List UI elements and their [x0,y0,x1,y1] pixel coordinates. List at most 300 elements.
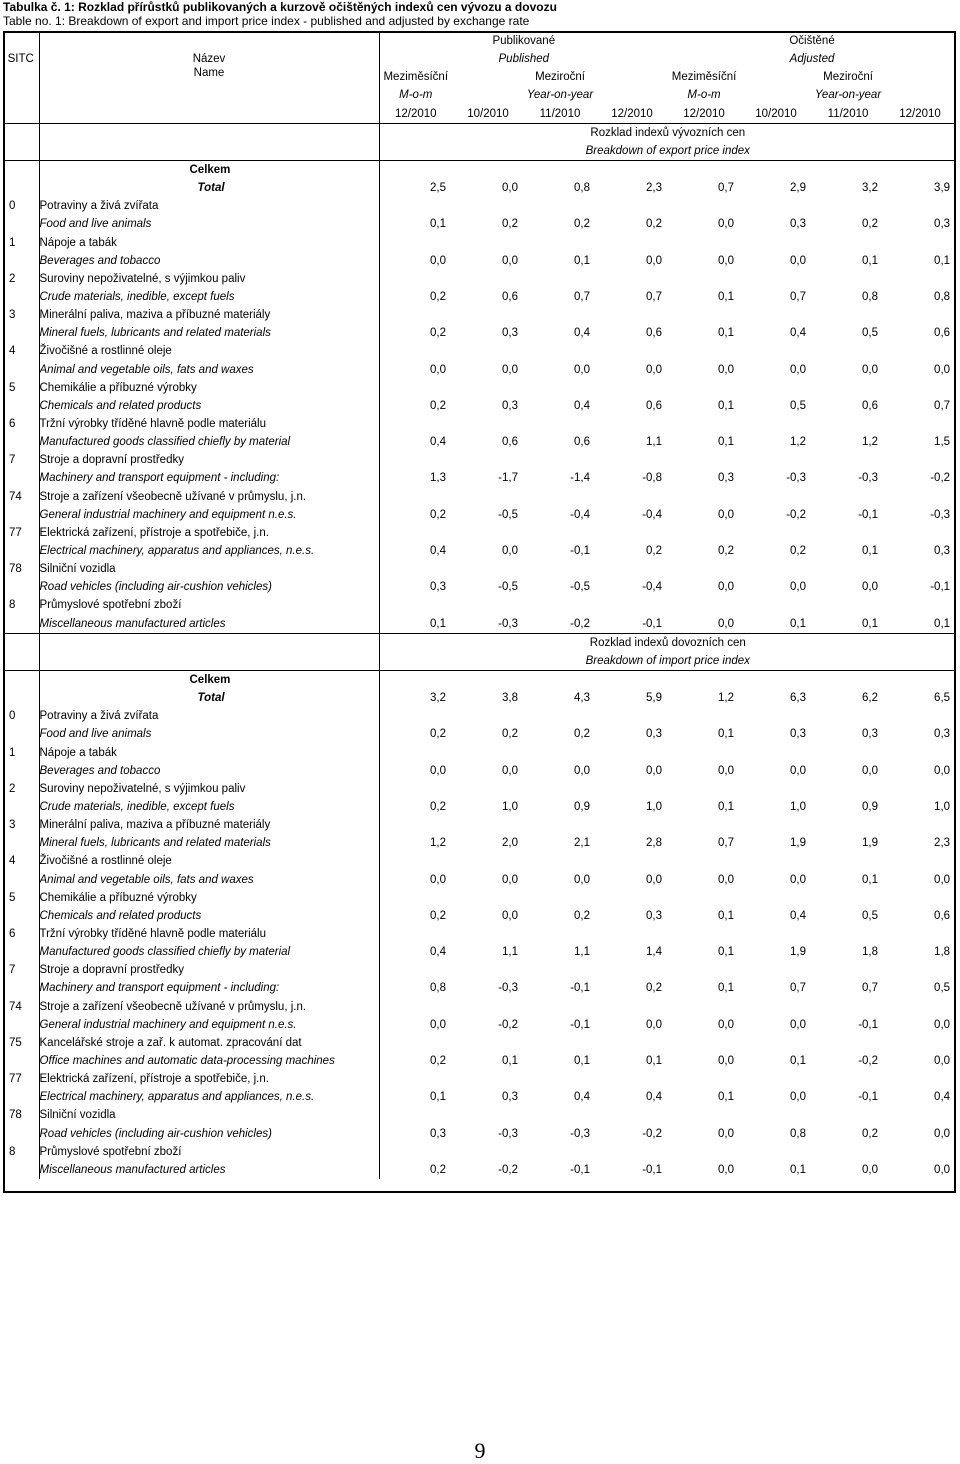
import-row-value: 0,0 [934,1163,951,1176]
import-row-value: 1,0 [790,800,807,813]
import-row-value: 0,1 [790,1054,807,1067]
export-row-name-cz: Silniční vozidla [39,560,379,578]
import-row-value: 0,2 [430,1163,446,1176]
published-cz-header: Publikované [492,35,556,48]
import-row-code: 77 [3,1070,39,1088]
import-row-value: 0,5 [862,909,879,922]
import-row-value: 0,0 [790,764,807,777]
import-row-code: 5 [3,889,39,907]
export-row-code: 8 [3,596,39,614]
export-row-value: 0,7 [574,291,590,304]
mom-en-header-pub: M-o-m [399,89,433,102]
export-row-value: 0,1 [934,617,951,630]
table-title-en: Table no. 1: Breakdown of export and import price index - published and adjusted by exchange rate [3,14,530,28]
export-row-value: 0,1 [718,327,735,340]
import-row-value: 0,0 [718,764,735,777]
export-row-value: 0,2 [790,545,807,557]
import-row-value: 0,0 [718,1054,735,1067]
export-row-value: 0,0 [646,254,663,267]
import-row-code: 3 [3,816,39,834]
import-row-value: 0,0 [502,764,518,777]
import-row-value: -0,1 [858,1018,879,1031]
import-row-value: -0,2 [498,1163,518,1176]
export-total-value: 3,2 [862,182,879,195]
import-row-code: 6 [3,925,39,943]
import-row-value: 0,0 [574,764,590,777]
export-row-value: 0,3 [430,581,446,594]
import-row-name-cz: Silniční vozidla [39,1106,379,1124]
export-row-value: 0,0 [790,363,807,376]
export-row-value: -1,4 [570,472,590,485]
import-row-name-cz: Tržní výrobky tříděné hlavně podle materiálu [39,925,379,943]
import-row-name-cz: Minerální paliva, maziva a příbuzné materiály [39,816,379,834]
import-row-value: 1,9 [790,946,807,959]
import-row-value: 0,6 [934,909,951,922]
export-row-code: 7 [3,451,39,469]
sitc-header-cell [3,32,39,50]
period-header-cell: 11/2010 [524,105,596,124]
import-row-value: 0,1 [790,1163,807,1176]
import-row-code: 0 [3,707,39,725]
period-header-cell: 12/2010 [596,105,668,124]
export-row-value: 0,2 [430,508,446,521]
import-row-name-en: Machinery and transport equipment - including: [39,979,379,997]
export-row-value: 0,1 [430,617,446,630]
import-row-value: 0,8 [430,982,446,995]
export-row-name-cz: Chemikálie a příbuzné výrobky [39,379,379,397]
export-row-value: 0,7 [790,291,807,304]
import-row-value: 0,1 [574,1054,590,1067]
import-row-value: 0,0 [430,873,446,886]
import-row-value: 0,4 [574,1091,590,1104]
export-row-value: 0,1 [718,399,735,412]
export-row-name-en: Miscellaneous manufactured articles [39,615,379,634]
import-row-value: 0,0 [790,873,807,886]
yoy-cz-header-adj: Meziroční [823,71,873,84]
export-row-value: -0,1 [642,617,663,630]
export-row-value: 1,2 [862,436,879,449]
export-row-name-en: Animal and vegetable oils, fats and waxes [39,361,379,379]
import-row-value: 0,0 [934,1018,951,1031]
export-row-value: 0,0 [502,363,518,376]
import-row-value: 1,0 [502,800,518,813]
export-row-value: 0,2 [862,218,879,231]
export-row-name-cz: Suroviny nepoživatelné, s výjimkou paliv [39,270,379,288]
import-row-value: 0,0 [934,873,951,886]
export-row-value: -1,7 [498,472,518,485]
export-row-value: 0,0 [790,581,807,594]
export-row-value: 0,6 [934,327,951,340]
export-row-value: 0,0 [718,218,735,231]
import-row-code: 74 [3,997,39,1015]
period-header-cell: 11/2010 [812,105,884,124]
import-row-value: -0,2 [498,1018,518,1031]
import-row-value: 0,3 [502,1091,518,1104]
export-row-value: 0,0 [646,363,663,376]
import-row-value: 0,0 [646,764,663,777]
export-row-value: 0,0 [862,363,879,376]
yoy-en-header-pub: Year-on-year [526,89,594,102]
import-row-value: 0,1 [718,1091,735,1104]
export-row-value: 0,0 [718,254,735,267]
export-row-code: 78 [3,560,39,578]
export-row-name-en: Crude materials, inedible, except fuels [39,288,379,306]
export-row-value: 0,2 [718,545,735,557]
import-row-value: -0,2 [642,1127,663,1140]
import-row-value: -0,1 [858,1091,879,1104]
import-row-value: 0,0 [862,764,879,777]
export-row-value: 0,0 [790,254,807,267]
import-row-name-en: Animal and vegetable oils, fats and waxes [39,870,379,888]
export-row-name-en: General industrial machinery and equipment n.e.s. [39,506,379,524]
export-row-name-cz: Minerální paliva, maziva a příbuzné materiály [39,306,379,324]
import-row-value: 0,2 [646,982,663,995]
import-row-value: 0,1 [718,909,735,922]
import-row-value: -0,2 [858,1054,879,1067]
import-heading-cz: Rozklad indexů dovozních cen [379,633,956,652]
import-row-value: 0,0 [790,1091,807,1104]
export-row-value: 0,2 [502,218,518,231]
price-index-table [3,32,956,1179]
import-total-en: Total [39,689,379,707]
import-total-value: 3,8 [502,692,518,705]
import-row-value: 0,3 [790,728,807,741]
export-row-value: 0,2 [430,291,446,304]
import-row-value: 0,2 [502,728,518,741]
import-heading-en: Breakdown of import price index [379,652,956,671]
export-row-value: 0,4 [430,436,446,449]
export-row-name-en: Beverages and tobacco [39,252,379,270]
import-row-value: -0,3 [570,1127,590,1140]
import-row-name-en: Crude materials, inedible, except fuels [39,798,379,816]
import-row-value: 0,0 [646,1018,663,1031]
import-row-value: 0,1 [430,1091,446,1104]
export-row-value: 0,3 [502,399,518,412]
export-row-value: 0,0 [430,254,446,267]
import-row-value: -0,3 [498,982,518,995]
period-header-cell: 12/2010 [668,105,740,124]
export-row-value: 0,0 [574,363,590,376]
import-row-value: 1,1 [502,946,518,959]
period-header-cell: 12/2010 [379,105,452,124]
export-total-value: 0,7 [718,182,735,195]
export-row-value: -0,4 [642,508,663,521]
export-row-name-cz: Tržní výrobky tříděné hlavně podle materiálu [39,415,379,433]
table-body [3,32,956,1179]
import-row-name-cz: Kancelářské stroje a zař. k automat. zpracování dat [39,1034,379,1052]
export-row-value: 0,1 [574,254,590,267]
import-total-value: 4,3 [574,692,590,705]
import-row-value: 0,1 [718,728,735,741]
export-row-value: 0,4 [790,327,807,340]
export-row-value: 0,0 [718,581,735,594]
export-row-value: 0,7 [646,291,663,304]
yoy-cz-header-pub: Meziroční [535,71,585,84]
export-row-value: 0,0 [718,508,735,521]
export-row-value: 0,1 [934,254,951,267]
export-row-code: 5 [3,379,39,397]
import-row-value: 0,5 [934,982,951,995]
import-row-code: 8 [3,1143,39,1161]
import-row-value: 0,1 [718,982,735,995]
import-row-value: 0,0 [502,909,518,922]
import-row-value: 0,0 [718,1127,735,1140]
export-row-code: 4 [3,342,39,360]
import-row-value: 0,3 [430,1127,446,1140]
export-row-name-en: Manufactured goods classified chiefly by material [39,433,379,451]
import-row-name-cz: Stroje a dopravní prostředky [39,961,379,979]
import-row-value: 1,9 [862,837,879,850]
import-row-value: 0,0 [790,1018,807,1031]
export-total-value: 2,9 [790,182,807,195]
import-row-value: 0,9 [574,800,590,813]
export-row-value: 0,2 [430,399,446,412]
export-total-en: Total [39,179,379,197]
export-row-value: 0,1 [790,617,807,630]
import-row-value: 0,1 [718,800,735,813]
import-row-value: 0,0 [430,1018,446,1031]
export-row-value: 0,6 [646,327,663,340]
import-row-name-en: Mineral fuels, lubricants and related materials [39,834,379,852]
export-row-value: 0,4 [574,399,590,412]
export-row-value: -0,5 [498,508,518,521]
import-row-value: 0,0 [718,1018,735,1031]
import-row-name-cz: Suroviny nepoživatelné, s výjimkou paliv [39,780,379,798]
import-row-value: 0,7 [862,982,879,995]
period-header-cell: 10/2010 [740,105,812,124]
import-row-value: 0,8 [790,1127,807,1140]
import-row-value: 0,4 [646,1091,663,1104]
import-row-code: 78 [3,1106,39,1124]
import-row-value: 0,0 [430,764,446,777]
import-row-value: 0,4 [934,1091,951,1104]
import-row-value: 0,2 [430,728,446,741]
export-row-value: 0,1 [862,254,879,267]
import-row-value: -0,1 [570,1163,590,1176]
adjusted-cz-header: Očištěné [789,35,835,48]
export-row-value: 0,8 [862,291,879,304]
export-row-name-cz: Stroje a zařízení všeobecně užívané v průmyslu, j.n. [39,488,379,506]
import-row-value: 2,1 [574,837,590,850]
export-row-value: 0,5 [790,399,807,412]
export-row-value: 0,1 [862,617,879,630]
export-row-value: 1,5 [934,436,951,449]
import-row-name-en: Miscellaneous manufactured articles [39,1161,379,1179]
export-row-value: 0,2 [646,218,663,231]
period-header-cell: 10/2010 [452,105,524,124]
export-row-name-cz: Živočišné a rostlinné oleje [39,342,379,360]
published-en-header: Published [498,53,550,66]
import-row-value: 0,2 [574,909,590,922]
export-total-cz: Celkem [39,160,379,179]
import-row-value: 0,1 [718,946,735,959]
export-row-name-en: Electrical machinery, apparatus and appliances, n.e.s. [39,542,379,560]
export-total-value: 0,0 [502,182,518,195]
export-row-name-cz: Stroje a dopravní prostředky [39,451,379,469]
import-row-value: 1,8 [862,946,879,959]
export-row-value: -0,5 [498,581,518,594]
export-row-value: 0,3 [502,327,518,340]
export-row-value: -0,1 [570,545,590,557]
export-row-name-en: Chemicals and related products [39,397,379,415]
export-row-name-en: Machinery and transport equipment - including: [39,469,379,487]
export-row-value: -0,3 [930,508,951,521]
export-row-value: 1,1 [646,436,663,449]
export-row-name-cz: Potraviny a živá zvířata [39,197,379,215]
export-row-value: 0,2 [430,327,446,340]
import-row-value: 0,1 [502,1054,518,1067]
export-row-value: 0,5 [862,327,879,340]
export-row-value: 0,6 [502,291,518,304]
export-row-name-cz: Průmyslové spotřební zboží [39,596,379,614]
import-row-name-cz: Elektrická zařízení, přístroje a spotřebiče, j.n. [39,1070,379,1088]
import-row-value: 1,0 [646,800,663,813]
import-row-value: 0,1 [862,873,879,886]
import-row-value: 0,9 [862,800,879,813]
name-cz-header: Název [39,50,379,68]
page-number: 9 [474,1438,486,1463]
export-row-code: 74 [3,488,39,506]
import-row-value: -0,1 [570,982,590,995]
sitc-header: SITC [3,50,39,68]
import-row-value: 0,0 [934,1054,951,1067]
export-row-value: 1,3 [430,472,446,485]
export-row-code: 77 [3,524,39,542]
period-header-cell: 12/2010 [884,105,956,124]
import-row-value: 0,2 [862,1127,879,1140]
export-row-value: -0,4 [642,581,663,594]
export-row-value: 1,2 [790,436,807,449]
export-heading-cz: Rozklad indexů vývozních cen [590,126,746,139]
export-row-value: 0,1 [718,436,735,449]
import-row-value: 1,1 [574,946,590,959]
export-row-value: -0,1 [930,581,951,594]
import-total-value: 6,5 [934,692,951,705]
period-header-row [3,105,956,124]
export-row-value: -0,2 [570,617,590,630]
import-row-name-en: Electrical machinery, apparatus and appliances, n.e.s. [39,1088,379,1106]
import-row-code: 75 [3,1034,39,1052]
export-total-value: 2,5 [430,182,446,195]
export-row-value: 0,0 [862,581,879,594]
import-row-name-cz: Živočišné a rostlinné oleje [39,852,379,870]
export-row-value: -0,5 [570,581,590,594]
import-row-code: 2 [3,780,39,798]
import-row-name-en: Beverages and tobacco [39,762,379,780]
adjusted-en-header: Adjusted [789,53,835,66]
export-row-name-cz: Nápoje a tabák [39,234,379,252]
import-row-name-en: Chemicals and related products [39,907,379,925]
export-row-code: 3 [3,306,39,324]
export-row-name-en: Mineral fuels, lubricants and related materials [39,324,379,342]
export-row-value: -0,1 [858,508,879,521]
import-row-value: 0,0 [862,1163,879,1176]
import-row-value: 0,0 [646,873,663,886]
export-row-value: 0,0 [502,254,518,267]
import-total-value: 6,2 [862,692,879,705]
import-row-value: 0,0 [718,873,735,886]
export-row-code: 6 [3,415,39,433]
import-row-value: 2,0 [502,837,518,850]
export-row-value: 0,3 [934,545,951,557]
import-row-value: 0,0 [934,1127,951,1140]
mom-cz-header-pub: Meziměsíční [383,71,449,84]
import-row-name-en: Office machines and automatic data-processing machines [39,1052,379,1070]
import-row-value: 0,7 [790,982,807,995]
import-row-name-cz: Potraviny a živá zvířata [39,707,379,725]
import-row-value: 1,4 [646,946,663,959]
export-row-value: 0,2 [646,545,663,557]
export-row-code: 1 [3,234,39,252]
import-row-value: 0,3 [934,728,951,741]
import-row-name-en: General industrial machinery and equipment n.e.s. [39,1016,379,1034]
import-row-name-en: Manufactured goods classified chiefly by material [39,943,379,961]
import-row-value: 2,3 [934,837,951,850]
export-row-value: 0,0 [934,363,951,376]
export-row-value: -0,4 [570,508,590,521]
export-row-value: -0,3 [858,472,879,485]
import-row-value: 0,3 [646,909,663,922]
export-row-value: 0,3 [718,472,735,485]
import-row-value: 1,2 [430,837,446,850]
export-row-value: -0,3 [498,617,518,630]
export-row-value: 0,1 [862,545,879,557]
export-row-value: 0,1 [718,291,735,304]
import-row-value: 1,8 [934,946,951,959]
import-row-value: -0,3 [498,1127,518,1140]
import-row-value: 1,0 [934,800,951,813]
import-row-value: 0,3 [862,728,879,741]
export-heading-en: Breakdown of export price index [379,142,956,161]
import-total-value: 3,2 [430,692,446,705]
export-row-value: 0,2 [574,218,590,231]
export-total-value: 2,3 [646,182,663,195]
export-row-code: 2 [3,270,39,288]
export-row-value: -0,3 [786,472,807,485]
export-row-value: 0,6 [574,436,590,449]
import-row-code: 4 [3,852,39,870]
export-row-value: -0,8 [642,472,663,485]
export-total-value: 0,8 [574,182,590,195]
export-row-value: 0,0 [502,545,518,557]
import-row-value: 0,3 [646,728,663,741]
export-row-value: -0,2 [930,472,951,485]
import-row-value: 0,4 [790,909,807,922]
name-en-header: Name [39,68,379,86]
import-row-value: 1,9 [790,837,807,850]
yoy-en-header-adj: Year-on-year [814,89,882,102]
export-row-value: 0,3 [934,218,951,231]
export-row-name-cz: Elektrická zařízení, přístroje a spotřebiče, j.n. [39,524,379,542]
import-row-name-cz: Nápoje a tabák [39,743,379,761]
export-row-value: 0,4 [430,545,446,557]
export-row-name-en: Food and live animals [39,215,379,233]
import-row-value: 0,2 [430,909,446,922]
import-row-value: -0,1 [570,1018,590,1031]
import-total-value: 5,9 [646,692,663,705]
import-row-code: 1 [3,743,39,761]
export-row-value: 0,8 [934,291,951,304]
import-row-value: 0,0 [934,764,951,777]
import-row-value: 0,2 [574,728,590,741]
export-row-name-en: Road vehicles (including air-cushion vehicles) [39,578,379,596]
import-total-value: 6,3 [790,692,807,705]
import-row-value: 0,2 [430,1054,446,1067]
import-row-value: 0,0 [718,1163,735,1176]
mom-cz-header-adj: Meziměsíční [671,71,737,84]
export-row-value: 0,0 [718,363,735,376]
table-title-cz: Tabulka č. 1: Rozklad přírůstků publikovaných a kurzově očištěných indexů cen vývozu a dovozu [3,0,557,14]
